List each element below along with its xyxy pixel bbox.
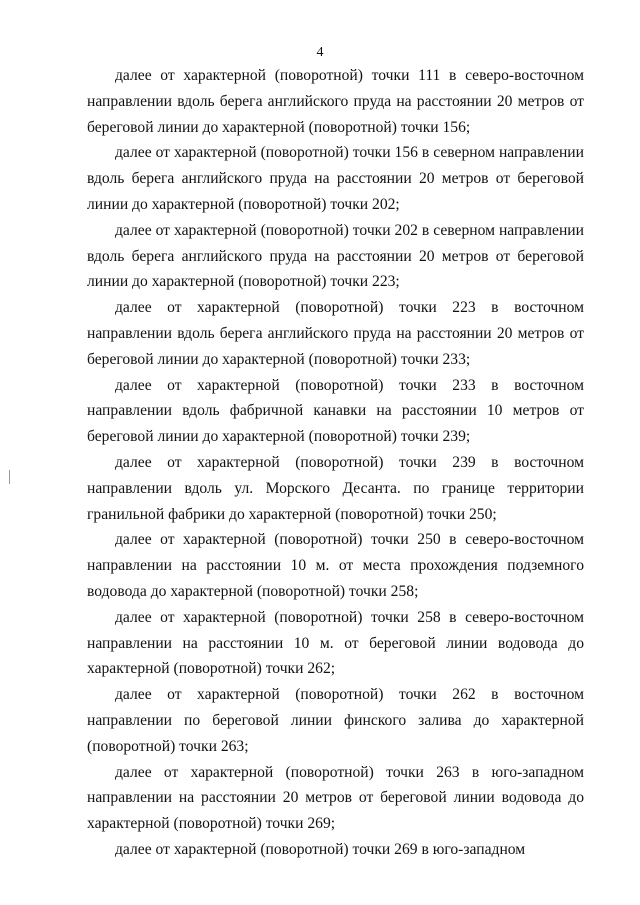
page-number: 4 bbox=[316, 45, 324, 60]
document-body bbox=[87, 63, 584, 863]
paragraph: далее от характерной (поворотной) точки 262 в восточном направлении по береговой линии финского залива до характерной (поворотной) точки 263; bbox=[87, 686, 584, 755]
paragraph: далее от характерной (поворотной) точки 223 в восточном направлении вдоль берега английского пруда на расстоянии 20 метров от береговой линии до характерной (поворотной) точки 233; bbox=[87, 299, 584, 368]
paragraph: далее от характерной (поворотной) точки 258 в северо-восточном направлении на расстоянии 10 м. от береговой линии водовода до характерной (поворотной) точки 262; bbox=[87, 608, 584, 678]
paragraph: далее от характерной (поворотной) точки 250 в северо-восточном направлении на расстоянии 10 м. от места прохождения подземного водовода до характерной (поворотной) точки 258; bbox=[87, 531, 584, 600]
paragraph: далее от характерной (поворотной) точки 233 в восточном направлении вдоль фабричной канавки на расстоянии 10 метров от береговой линии до характерной (поворотной) точки 239; bbox=[87, 376, 584, 446]
paragraph: далее от характерной (поворотной) точки 239 в восточном направлении вдоль ул. Морского Десанта. по границе территории гранильной фабрики до характерной (поворотной) точки 250; bbox=[87, 453, 584, 523]
paragraph: далее от характерной (поворотной) точки 111 в северо-восточном направлении вдоль берега английского пруда на расстоянии 20 метров от береговой линии до характерной (поворотной) точки 156; bbox=[87, 67, 584, 136]
paragraph: далее от характерной (поворотной) точки 263 в юго-западном направлении на расстоянии 20 метров от береговой линии водовода до характерной (поворотной) точки 269; bbox=[87, 763, 584, 833]
paragraph: далее от характерной (поворотной) точки 156 в северном направлении вдоль берега английского пруда на расстоянии 20 метров от береговой линии до характерной (поворотной) точки 202; bbox=[87, 144, 584, 213]
paragraph: далее от характерной (поворотной) точки 202 в северном направлении вдоль берега английского пруда на расстоянии 20 метров от береговой линии до характерной (поворотной) точки 223; bbox=[87, 221, 584, 291]
margin-mark bbox=[9, 470, 10, 484]
paragraph: далее от характерной (поворотной) точки 269 в юго-западном bbox=[115, 840, 526, 858]
